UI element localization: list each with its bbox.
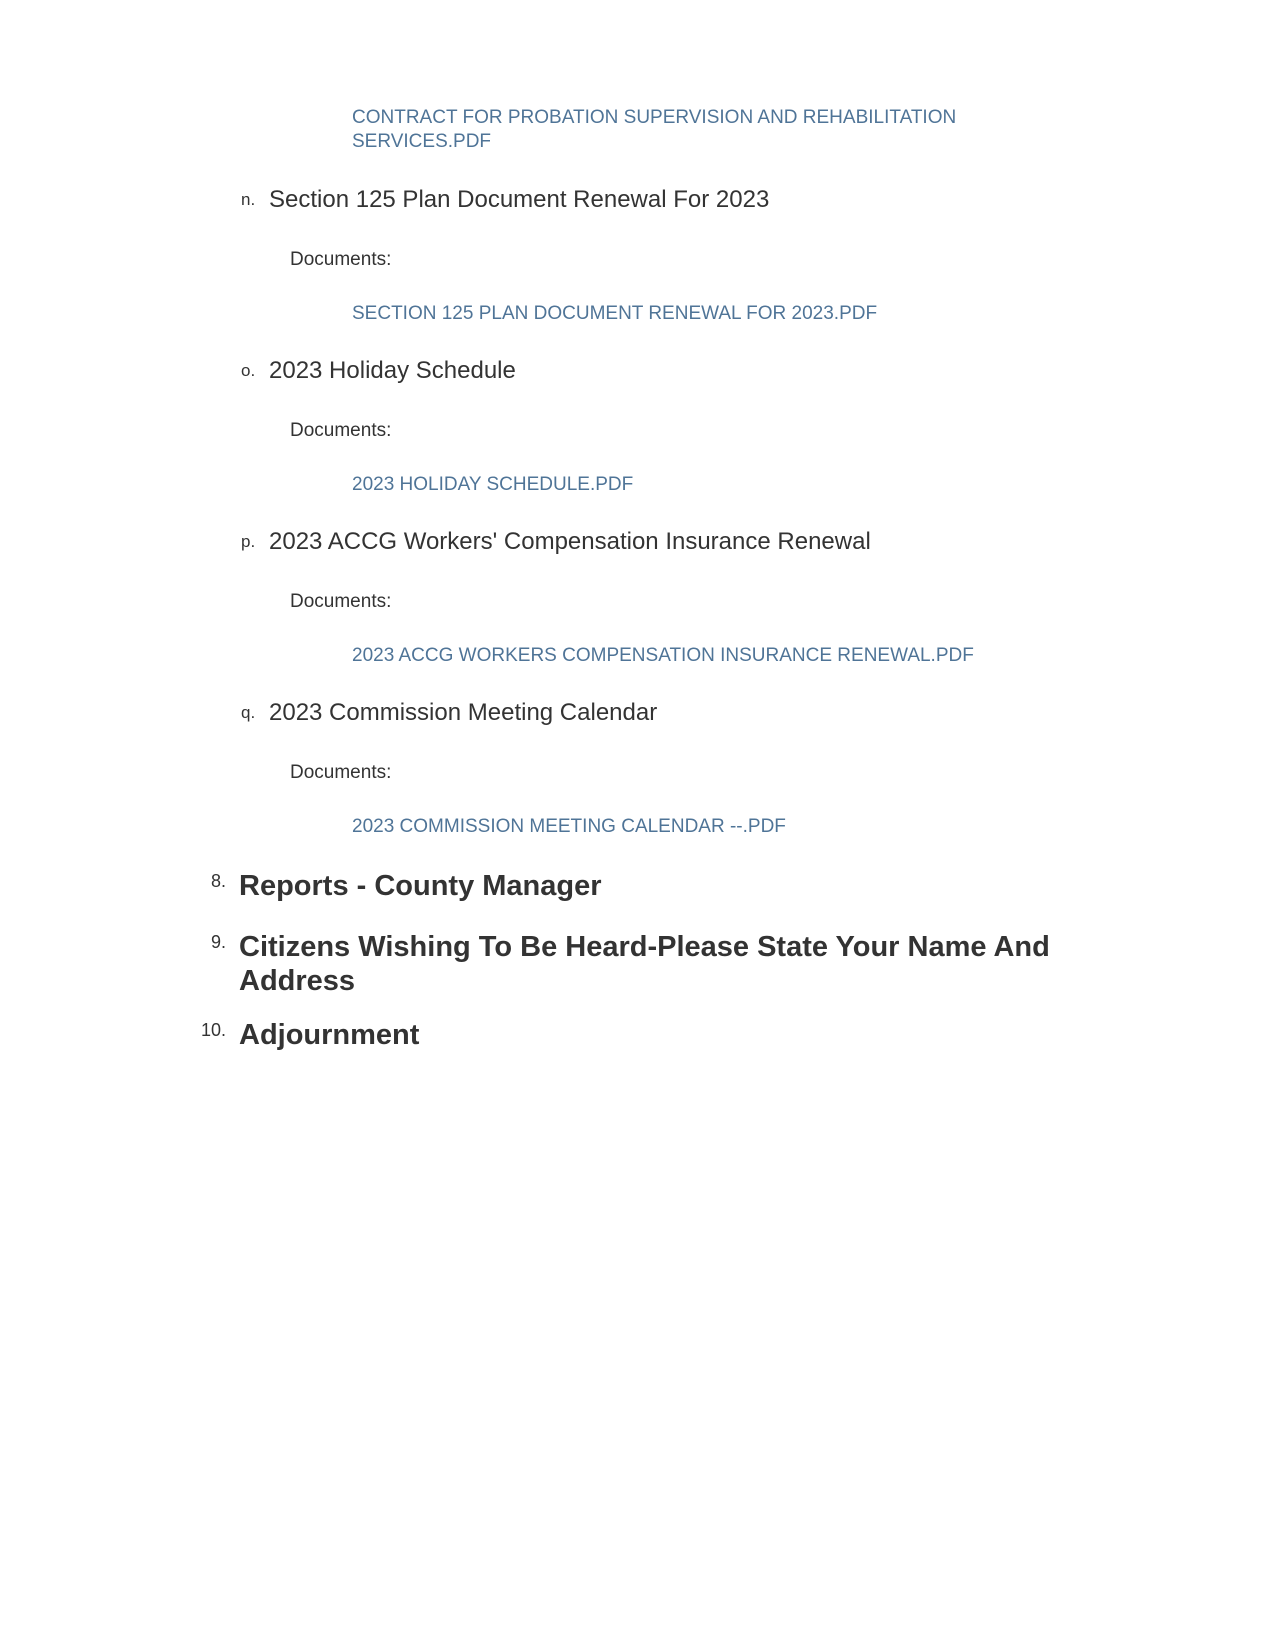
section-number: 8.	[210, 871, 226, 891]
document-link-workers-comp[interactable]: 2023 ACCG WORKERS COMPENSATION INSURANCE RENEWAL.PDF	[352, 645, 974, 666]
section-title-reports: Reports - County Manager	[239, 870, 602, 902]
item-letter: n.	[241, 190, 256, 209]
documents-label: Documents:	[290, 762, 392, 783]
section-number: 9.	[210, 932, 226, 952]
item-title-workers-comp: 2023 ACCG Workers' Compensation Insurance Renewal	[269, 528, 871, 555]
document-link-section-125[interactable]: SECTION 125 PLAN DOCUMENT RENEWAL FOR 2023.PDF	[352, 303, 878, 324]
document-link-holiday-schedule[interactable]: 2023 HOLIDAY SCHEDULE.PDF	[352, 474, 634, 495]
documents-label: Documents:	[290, 420, 392, 441]
document-link-probation-contract[interactable]: CONTRACT FOR PROBATION SUPERVISION AND REHABILITATION SERVICES.PDF	[352, 107, 957, 152]
section-title-citizens: Citizens Wishing To Be Heard-Please State Your Name And Address	[239, 931, 1050, 997]
item-letter: o.	[241, 361, 256, 380]
documents-label: Documents:	[290, 249, 392, 270]
document-link-meeting-calendar[interactable]: 2023 COMMISSION MEETING CALENDAR --.PDF	[352, 816, 786, 837]
item-letter: q.	[241, 703, 256, 722]
item-title-holiday-schedule: 2023 Holiday Schedule	[269, 357, 516, 384]
documents-label: Documents:	[290, 591, 392, 612]
item-title-meeting-calendar: 2023 Commission Meeting Calendar	[269, 699, 658, 726]
section-number: 10.	[200, 1020, 226, 1040]
item-title-section-125: Section 125 Plan Document Renewal For 2023	[269, 186, 770, 213]
section-title-adjournment: Adjournment	[239, 1019, 420, 1051]
item-letter: p.	[241, 532, 256, 551]
